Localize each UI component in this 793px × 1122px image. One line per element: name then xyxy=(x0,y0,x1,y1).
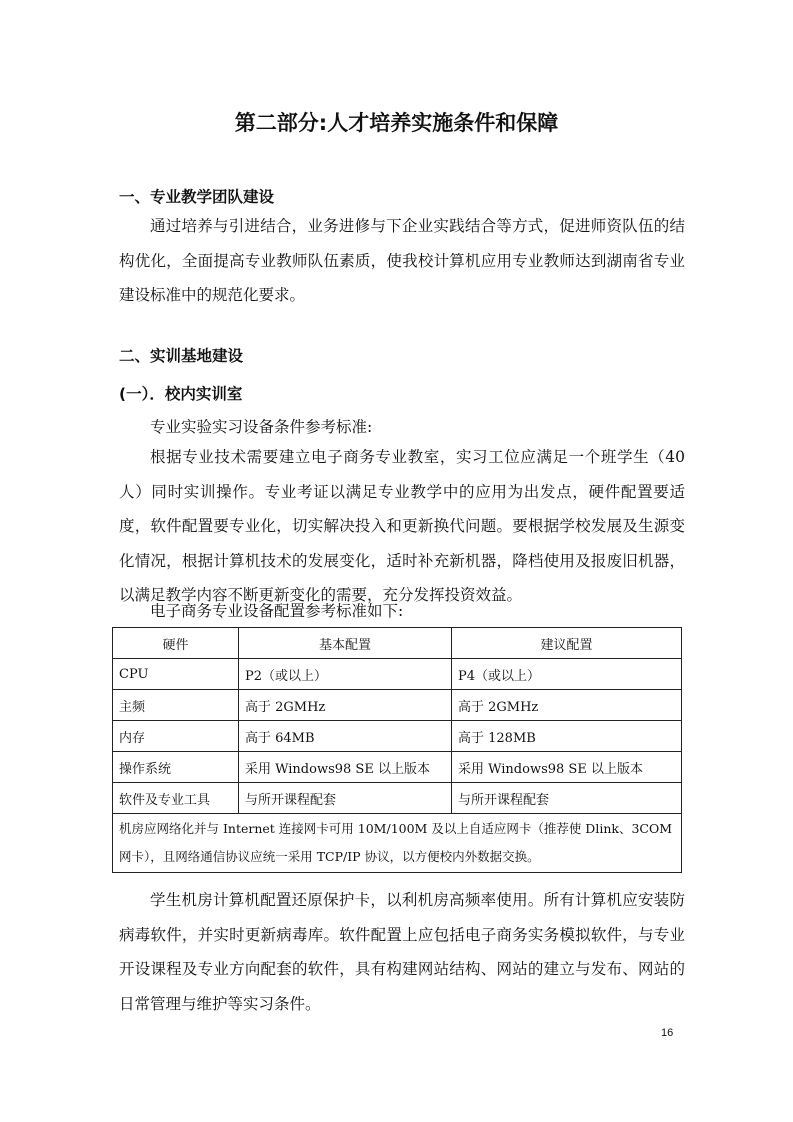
table-cell: 高于 2GMHz xyxy=(452,690,682,721)
table-cell: 操作系统 xyxy=(113,752,239,783)
page-number: 16 xyxy=(661,1027,674,1039)
table-header-cell: 基本配置 xyxy=(239,628,452,659)
table-cell: 高于 64MB xyxy=(239,721,452,752)
section-heading-teaching-team: 一、专业教学团队建设 xyxy=(119,188,275,206)
table-cell: 主频 xyxy=(113,690,239,721)
paragraph-lab-requirements: 根据专业技术需要建立电子商务专业教室，实习工位应满足一个班学生（40人）同时实训操作。专业考证以满足专业教学中的应用为出发点，硬件配置要适度，软件配置要专业化，切实解决投入和更新换代问题。要根据学校发展及生源变化情况，根据计算机技术的发展变化，适时补充新机器，降档使用及报废旧机器，以满足教学内容不断更新变化的需要，充分发挥投资效益。 xyxy=(119,448,685,604)
table-row xyxy=(113,783,682,814)
table-note-row xyxy=(113,814,682,873)
table-row xyxy=(113,659,682,690)
table-cell: 高于 128MB xyxy=(452,721,682,752)
table-cell: 软件及专业工具 xyxy=(113,783,239,814)
table-header-cell: 硬件 xyxy=(113,628,239,659)
table-row xyxy=(113,690,682,721)
paragraph-lab-software: 学生机房计算机配置还原保护卡，以利机房高频率使用。所有计算机应安装防病毒软件，并实时更新病毒库。软件配置上应包括电子商务实务模拟软件，与专业开设课程及专业方向配套的软件，具有构建网站结构、网站的建立与发布、网站的日常管理与维护等实习条件。 xyxy=(119,891,685,1013)
page-title: 第二部分:人才培养实施条件和保障 xyxy=(234,111,559,135)
table-cell: 采用 Windows98 SE 以上版本 xyxy=(452,752,682,783)
sub-heading-campus-lab: (一）．校内实训室 xyxy=(119,385,243,403)
table-cell: 高于 2GMHz xyxy=(239,690,452,721)
table-cell: 内存 xyxy=(113,721,239,752)
table-cell: 与所开课程配套 xyxy=(239,783,452,814)
section-heading-training-base: 二、实训基地建设 xyxy=(119,347,244,365)
table-note: 机房应网络化并与 Internet 连接网卡可用 10M/100M 及以上自适应网卡（推荐使 Dlink、3COM 网卡），且网络通信协议应统一采用 TCP/IP 协议，以方便校内外数据交换。 xyxy=(113,814,682,873)
table-cell: P4（或以上） xyxy=(452,659,682,690)
table-cell: CPU xyxy=(113,659,239,690)
equipment-config-table xyxy=(112,627,682,873)
paragraph-teaching-team: 通过培养与引进结合，业务进修与下企业实践结合等方式，促进师资队伍的结构优化，全面提高专业教师队伍素质，使我校计算机应用专业教师达到湖南省专业建设标准中的规范化要求。 xyxy=(119,217,685,304)
table-header-cell: 建议配置 xyxy=(452,628,682,659)
table-caption: 电子商务专业设备配置参考标准如下: xyxy=(150,602,404,620)
table-cell: P2（或以上） xyxy=(239,659,452,690)
equipment-standard-intro: 专业实验实习设备条件参考标准: xyxy=(150,418,373,436)
table-row xyxy=(113,752,682,783)
table-header-row xyxy=(113,628,682,659)
table-row xyxy=(113,721,682,752)
table-cell: 与所开课程配套 xyxy=(452,783,682,814)
table-cell: 采用 Windows98 SE 以上版本 xyxy=(239,752,452,783)
